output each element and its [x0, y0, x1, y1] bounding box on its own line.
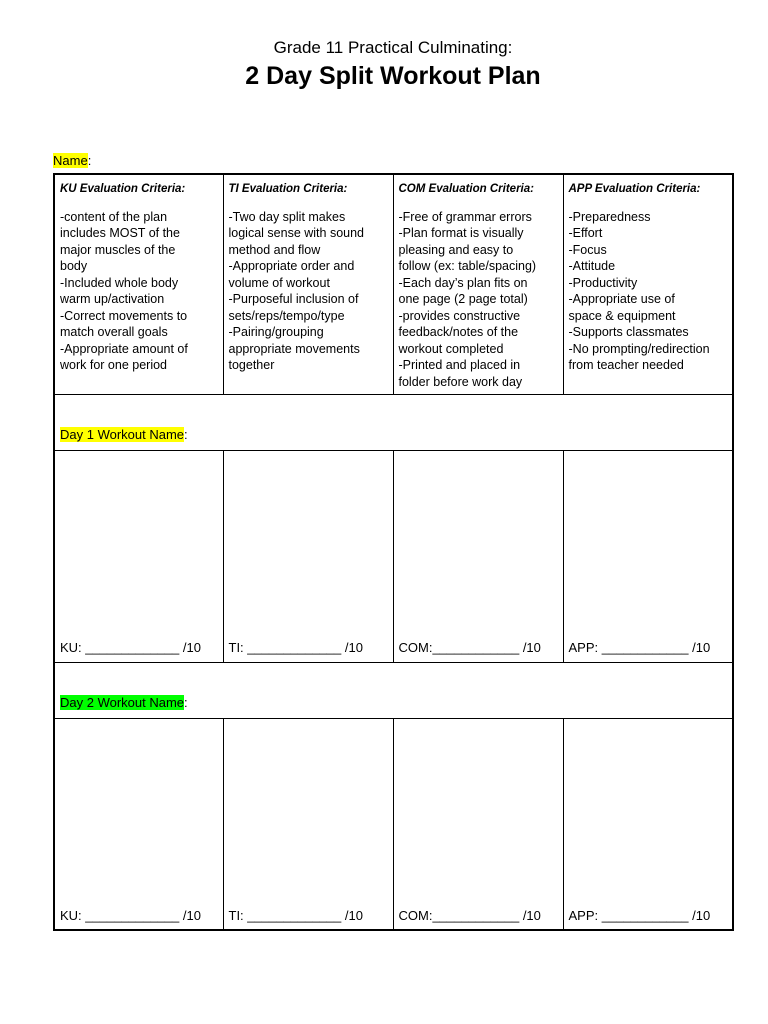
criteria-line: space & equipment [568, 308, 676, 323]
app-criteria-list [569, 209, 728, 374]
criteria-line: follow (ex: table/spacing) [398, 259, 537, 273]
day1-ku-cell[interactable] [54, 450, 223, 662]
day2-app-cell[interactable] [563, 718, 733, 930]
criteria-line: logical sense with sound [228, 226, 364, 240]
day2-ku-score: KU: _____________ /10 [60, 907, 201, 923]
criteria-line: -Focus [568, 242, 607, 257]
com-criteria-list [399, 209, 558, 391]
day1-app-score: APP: ____________ /10 [568, 640, 711, 655]
day1-app-cell[interactable] [563, 450, 733, 662]
document-subtitle: Grade 11 Practical Culminating: [273, 38, 513, 57]
criteria-line: -Appropriate amount of [60, 341, 188, 356]
day2-com-cell[interactable] [393, 718, 563, 930]
criteria-line: -Effort [568, 226, 603, 240]
criteria-line: body [60, 259, 88, 273]
day2-score-row [54, 718, 733, 930]
criteria-line: one page (2 page total) [398, 292, 528, 306]
criteria-line: -Plan format is visually [398, 226, 524, 240]
criteria-line: sets/reps/tempo/type [228, 308, 345, 323]
day2-ti-score: TI: _____________ /10 [228, 907, 363, 923]
day2-name-row [54, 662, 733, 718]
day2-name-label: Day 2 Workout Name [60, 695, 185, 710]
day2-ti-cell[interactable] [223, 718, 393, 930]
day1-com-score: COM:____________ /10 [398, 640, 541, 655]
criteria-line: -Supports classmates [568, 325, 689, 339]
ti-criteria-list [229, 209, 388, 374]
com-criteria-heading: COM Evaluation Criteria: [398, 183, 534, 195]
day1-name-colon: : [184, 427, 188, 442]
ti-criteria-heading: TI Evaluation Criteria: [228, 183, 348, 195]
day2-com-score: COM:____________ /10 [398, 907, 541, 923]
criteria-line: warm up/activation [60, 292, 165, 306]
day1-name-row [54, 394, 733, 450]
criteria-line: -provides constructive [398, 308, 521, 323]
app-criteria-cell [563, 174, 733, 394]
criteria-line: folder before work day [398, 374, 523, 389]
criteria-line: major muscles of the [60, 242, 176, 257]
day2-ku-cell[interactable] [54, 718, 223, 930]
criteria-line: pleasing and easy to [398, 242, 514, 257]
ku-criteria-heading: KU Evaluation Criteria: [60, 183, 186, 195]
criteria-line: includes MOST of the [60, 226, 180, 240]
criteria-line: -Correct movements to [60, 308, 188, 323]
name-colon: : [87, 153, 92, 168]
day1-score-row [54, 450, 733, 662]
criteria-line: -Two day split makes [228, 209, 346, 224]
criteria-line: feedback/notes of the [398, 325, 519, 339]
app-criteria-heading: APP Evaluation Criteria: [568, 183, 701, 195]
name-field[interactable] [53, 153, 91, 168]
criteria-line: -No prompting/redirection [568, 341, 710, 356]
day2-name-field[interactable] [54, 662, 733, 718]
ti-criteria-cell [223, 174, 393, 394]
document-title: 2 Day Split Workout Plan [245, 62, 541, 90]
day2-name-colon: : [184, 695, 188, 710]
criteria-line: -Printed and placed in [398, 358, 521, 372]
criteria-line: -Productivity [568, 275, 638, 290]
day1-com-cell[interactable] [393, 450, 563, 662]
day1-name-label: Day 1 Workout Name [60, 427, 185, 442]
criteria-line: from teacher needed [568, 358, 684, 372]
criteria-line: -Each day’s plan fits on [398, 275, 528, 290]
ku-criteria-cell [54, 174, 223, 394]
criteria-row [54, 174, 733, 394]
day1-name-field[interactable] [54, 394, 733, 450]
day1-ti-score: TI: _____________ /10 [228, 640, 363, 655]
criteria-line: -Pairing/grouping [228, 325, 324, 339]
rubric-table [53, 173, 734, 931]
criteria-line: -content of the plan [60, 209, 168, 224]
criteria-line: volume of workout [228, 275, 330, 290]
criteria-line: -Attitude [568, 259, 616, 273]
day1-ti-cell[interactable] [223, 450, 393, 662]
criteria-line: appropriate movements [228, 341, 360, 356]
criteria-line: workout completed [398, 341, 504, 356]
criteria-line: match overall goals [60, 325, 168, 339]
criteria-line: method and flow [228, 242, 321, 257]
criteria-line: -Purposeful inclusion of [228, 292, 359, 306]
criteria-line: -Appropriate use of [568, 292, 675, 306]
day1-ku-score: KU: _____________ /10 [60, 640, 201, 655]
ku-criteria-list [60, 209, 218, 374]
day2-app-score: APP: ____________ /10 [568, 907, 711, 923]
criteria-line: -Preparedness [568, 209, 651, 224]
com-criteria-cell [393, 174, 563, 394]
criteria-line: -Free of grammar errors [398, 209, 532, 224]
name-label: Name [53, 153, 88, 168]
criteria-line: work for one period [60, 358, 168, 372]
criteria-line: -Appropriate order and [228, 259, 355, 273]
criteria-line: together [228, 358, 275, 372]
criteria-line: -Included whole body [60, 275, 179, 290]
